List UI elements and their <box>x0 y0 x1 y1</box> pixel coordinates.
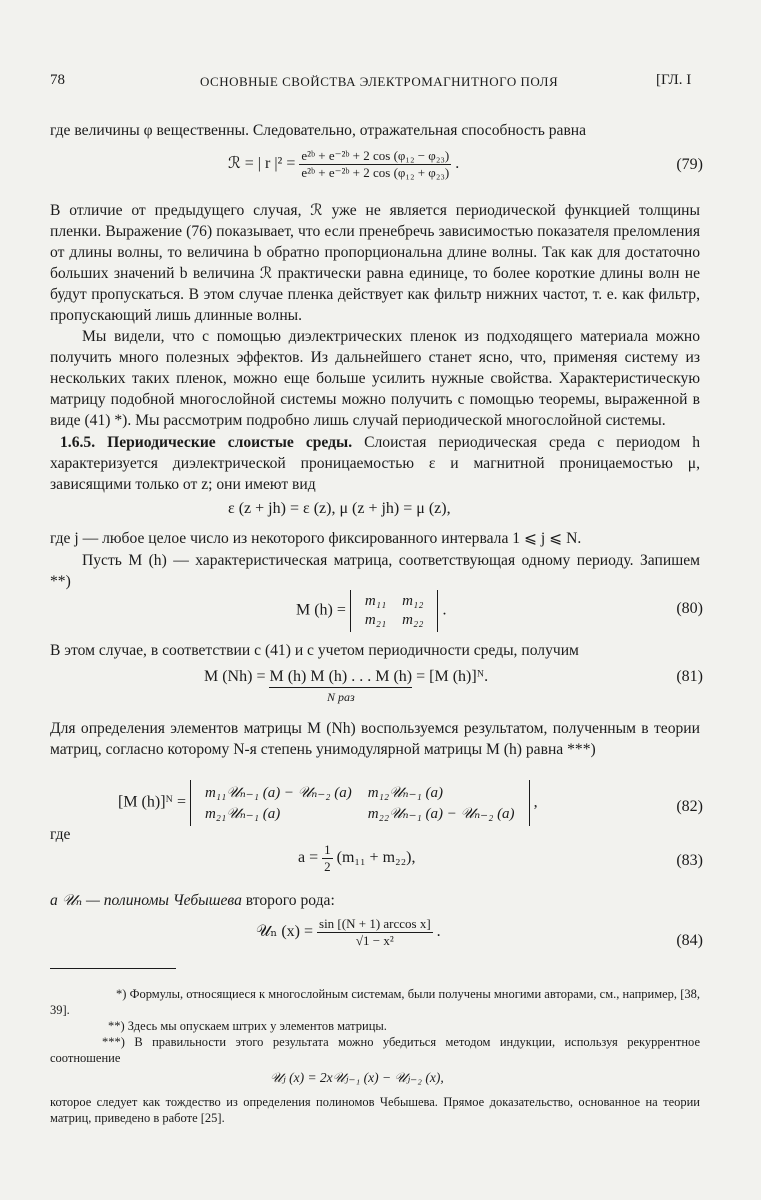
paragraph-4 <box>50 432 700 495</box>
chapter-label: [ГЛ. I <box>656 72 692 88</box>
eq80-m22: m₂₂ <box>402 612 424 628</box>
equation-periodicity: ε (z + jh) = ε (z), μ (z + jh) = μ (z), <box>228 500 451 517</box>
eq79-tail: . <box>455 155 460 173</box>
eq80-m11: m₁₁ <box>364 593 387 609</box>
eq82-matrix <box>190 780 530 826</box>
paragraph-9-italic: а 𝒰ₙ — полиномы Чебышева <box>50 892 242 909</box>
eq84-denominator: √1 − x² <box>355 933 394 948</box>
eq83-numerator: 1 <box>324 842 331 857</box>
eq80-m12: m₁₂ <box>402 593 424 609</box>
eq80-lhs: M (h) = <box>296 601 346 619</box>
paragraph-7: В этом случае, в соответствии с (41) и с учетом периодичности среды, получим <box>50 642 579 659</box>
eq79-number: (79) <box>676 156 703 173</box>
eq83-number: (83) <box>676 852 703 869</box>
eq79-denominator: e²ᵇ + e⁻²ᵇ + 2 cos (φ₁₂ + φ₂₃) <box>301 165 450 180</box>
eq83-rhs: (m₁₁ + m₂₂), <box>336 849 416 867</box>
eq82-a21: m₂₁𝒰ₙ₋₁ (a) <box>204 806 281 822</box>
eq81-number: (81) <box>676 668 703 685</box>
eq82-a11: m₁₁𝒰ₙ₋₁ (a) − 𝒰ₙ₋₂ (a) <box>204 785 352 801</box>
eq81-product: M (h) M (h) . . . M (h) <box>269 668 412 688</box>
running-title: ОСНОВНЫЕ СВОЙСТВА ЭЛЕКТРОМАГНИТНОГО ПОЛЯ <box>200 74 559 89</box>
eq81-product-group <box>269 668 413 704</box>
eq82-number: (82) <box>676 798 703 815</box>
eq84-number: (84) <box>676 932 703 949</box>
eq83-lhs: a = <box>298 849 319 867</box>
eq81-underbrace-label: N раз <box>326 690 355 704</box>
eq81-lhs: M (Nh) = <box>204 668 266 685</box>
paragraph-6 <box>50 550 700 592</box>
eq80-number: (80) <box>676 600 703 617</box>
paragraph-1: где величины φ вещественны. Следовательно, отражательная способность равна <box>50 122 587 139</box>
equation-82 <box>118 780 538 826</box>
equation-84 <box>256 916 441 949</box>
eq80-tail: . <box>442 601 447 619</box>
footnote-1 <box>50 986 700 1018</box>
eq83-fraction <box>322 842 333 875</box>
eq84-numerator: sin [(N + 1) arccos x] <box>319 916 431 931</box>
eq80-m21: m₂₁ <box>364 612 387 628</box>
eq83-denominator: 2 <box>324 859 331 874</box>
eq82-a22: m₂₂𝒰ₙ₋₁ (a) − 𝒰ₙ₋₂ (a) <box>367 806 515 822</box>
eq84-tail: . <box>436 923 441 941</box>
equation-81 <box>204 668 489 704</box>
eq82-lhs: [M (h)]ᴺ = <box>118 793 186 811</box>
paragraph-4-text: Слоистая периодическая среда с периодом h характеризуется диэлектрической проницаемостью ε и магнитной проницаемостью μ, зависящими только от z; они имеют вид <box>50 434 701 493</box>
paragraph-3-text: Мы видели, что с помощью диэлектрических пленок из подходящего материала можно получить много полезных эффектов. Из дальнейшего станет ясно, что, применяя систему из нескольких таких пленок, можно еще больше усилить нужные свойства. Характеристическую матрицу подобной многослойной системы можно получить с помощью теоремы, выраженной в виде (41) *). Мы рассмотрим подробно лишь случай периодической многослойной системы. <box>50 328 700 429</box>
eq82-tail: , <box>533 793 538 811</box>
eq82-a12: m₁₂𝒰ₙ₋₁ (a) <box>367 785 443 801</box>
eq80-matrix <box>350 590 439 632</box>
footnote-3 <box>50 1034 700 1066</box>
where-label: где <box>50 826 71 843</box>
footnote-rule <box>50 968 176 969</box>
eq84-lhs: 𝒰ₙ (x) = <box>256 923 314 941</box>
footnote-1-text: *) Формулы, относящиеся к многослойным системам, были получены многими авторами, см., например, [38, 39]. <box>50 987 700 1017</box>
page-number: 78 <box>50 72 65 88</box>
paragraph-9 <box>50 890 700 911</box>
footnote-4: которое следует как тождество из определения полиномов Чебышева. Прямое доказательство, основанное на теории матриц, приведено в работе [25]. <box>50 1095 700 1125</box>
paragraph-3 <box>50 326 700 431</box>
footnote-3-equation: 𝒰ⱼ (x) = 2x𝒰ⱼ₋₁ (x) − 𝒰ⱼ₋₂ (x), <box>270 1070 444 1085</box>
footnote-2 <box>50 1018 700 1034</box>
eq79-lhs: ℛ = | r |² = <box>228 155 296 173</box>
paragraph-5: где j — любое целое число из некоторого фиксированного интервала 1 ⩽ j ⩽ N. <box>50 530 582 547</box>
paragraph-6-text: Пусть M (h) — характеристическая матрица, соответствующая одному периоду. Запишем **) <box>50 552 700 590</box>
paragraph-8: Для определения элементов матрицы M (Nh) воспользуемся результатом, полученным в теории матриц, согласно которому N-я степень унимодулярной матрицы M (h) равна ***) <box>50 720 700 758</box>
footnote-2-text: **) Здесь мы опускаем штрих у элементов матрицы. <box>108 1019 387 1033</box>
eq81-rhs: = [M (h)]ᴺ. <box>416 668 489 685</box>
paragraph-9-text: второго рода: <box>245 892 335 909</box>
equation-79 <box>228 148 459 181</box>
eq79-fraction <box>299 148 451 181</box>
equation-80 <box>296 590 446 632</box>
equation-83 <box>298 842 416 875</box>
footnote-3-text: ***) В правильности этого результата можно убедиться методом индукции, используя рекуррентное соотношение <box>50 1035 700 1065</box>
eq79-numerator: e²ᵇ + e⁻²ᵇ + 2 cos (φ₁₂ − φ₂₃) <box>301 148 450 163</box>
section-heading: 1.6.5. Периодические слоистые среды. <box>60 434 353 451</box>
paragraph-2: В отличие от предыдущего случая, ℛ уже не является периодической функцией толщины пленки. Выражение (76) показывает, что если пренебречь зависимостью показателя преломления от длины волны, то величина b обратно пропорциональна длине волны. Так как для достаточно больших значений b величина ℛ практически равна единице, то более короткие длины волн не будут пропускаться. В этом случае пленка действует как фильтр нижних частот, т. е. как фильтр, пропускающий лишь длинные волны. <box>50 202 700 324</box>
eq84-fraction <box>317 916 433 949</box>
